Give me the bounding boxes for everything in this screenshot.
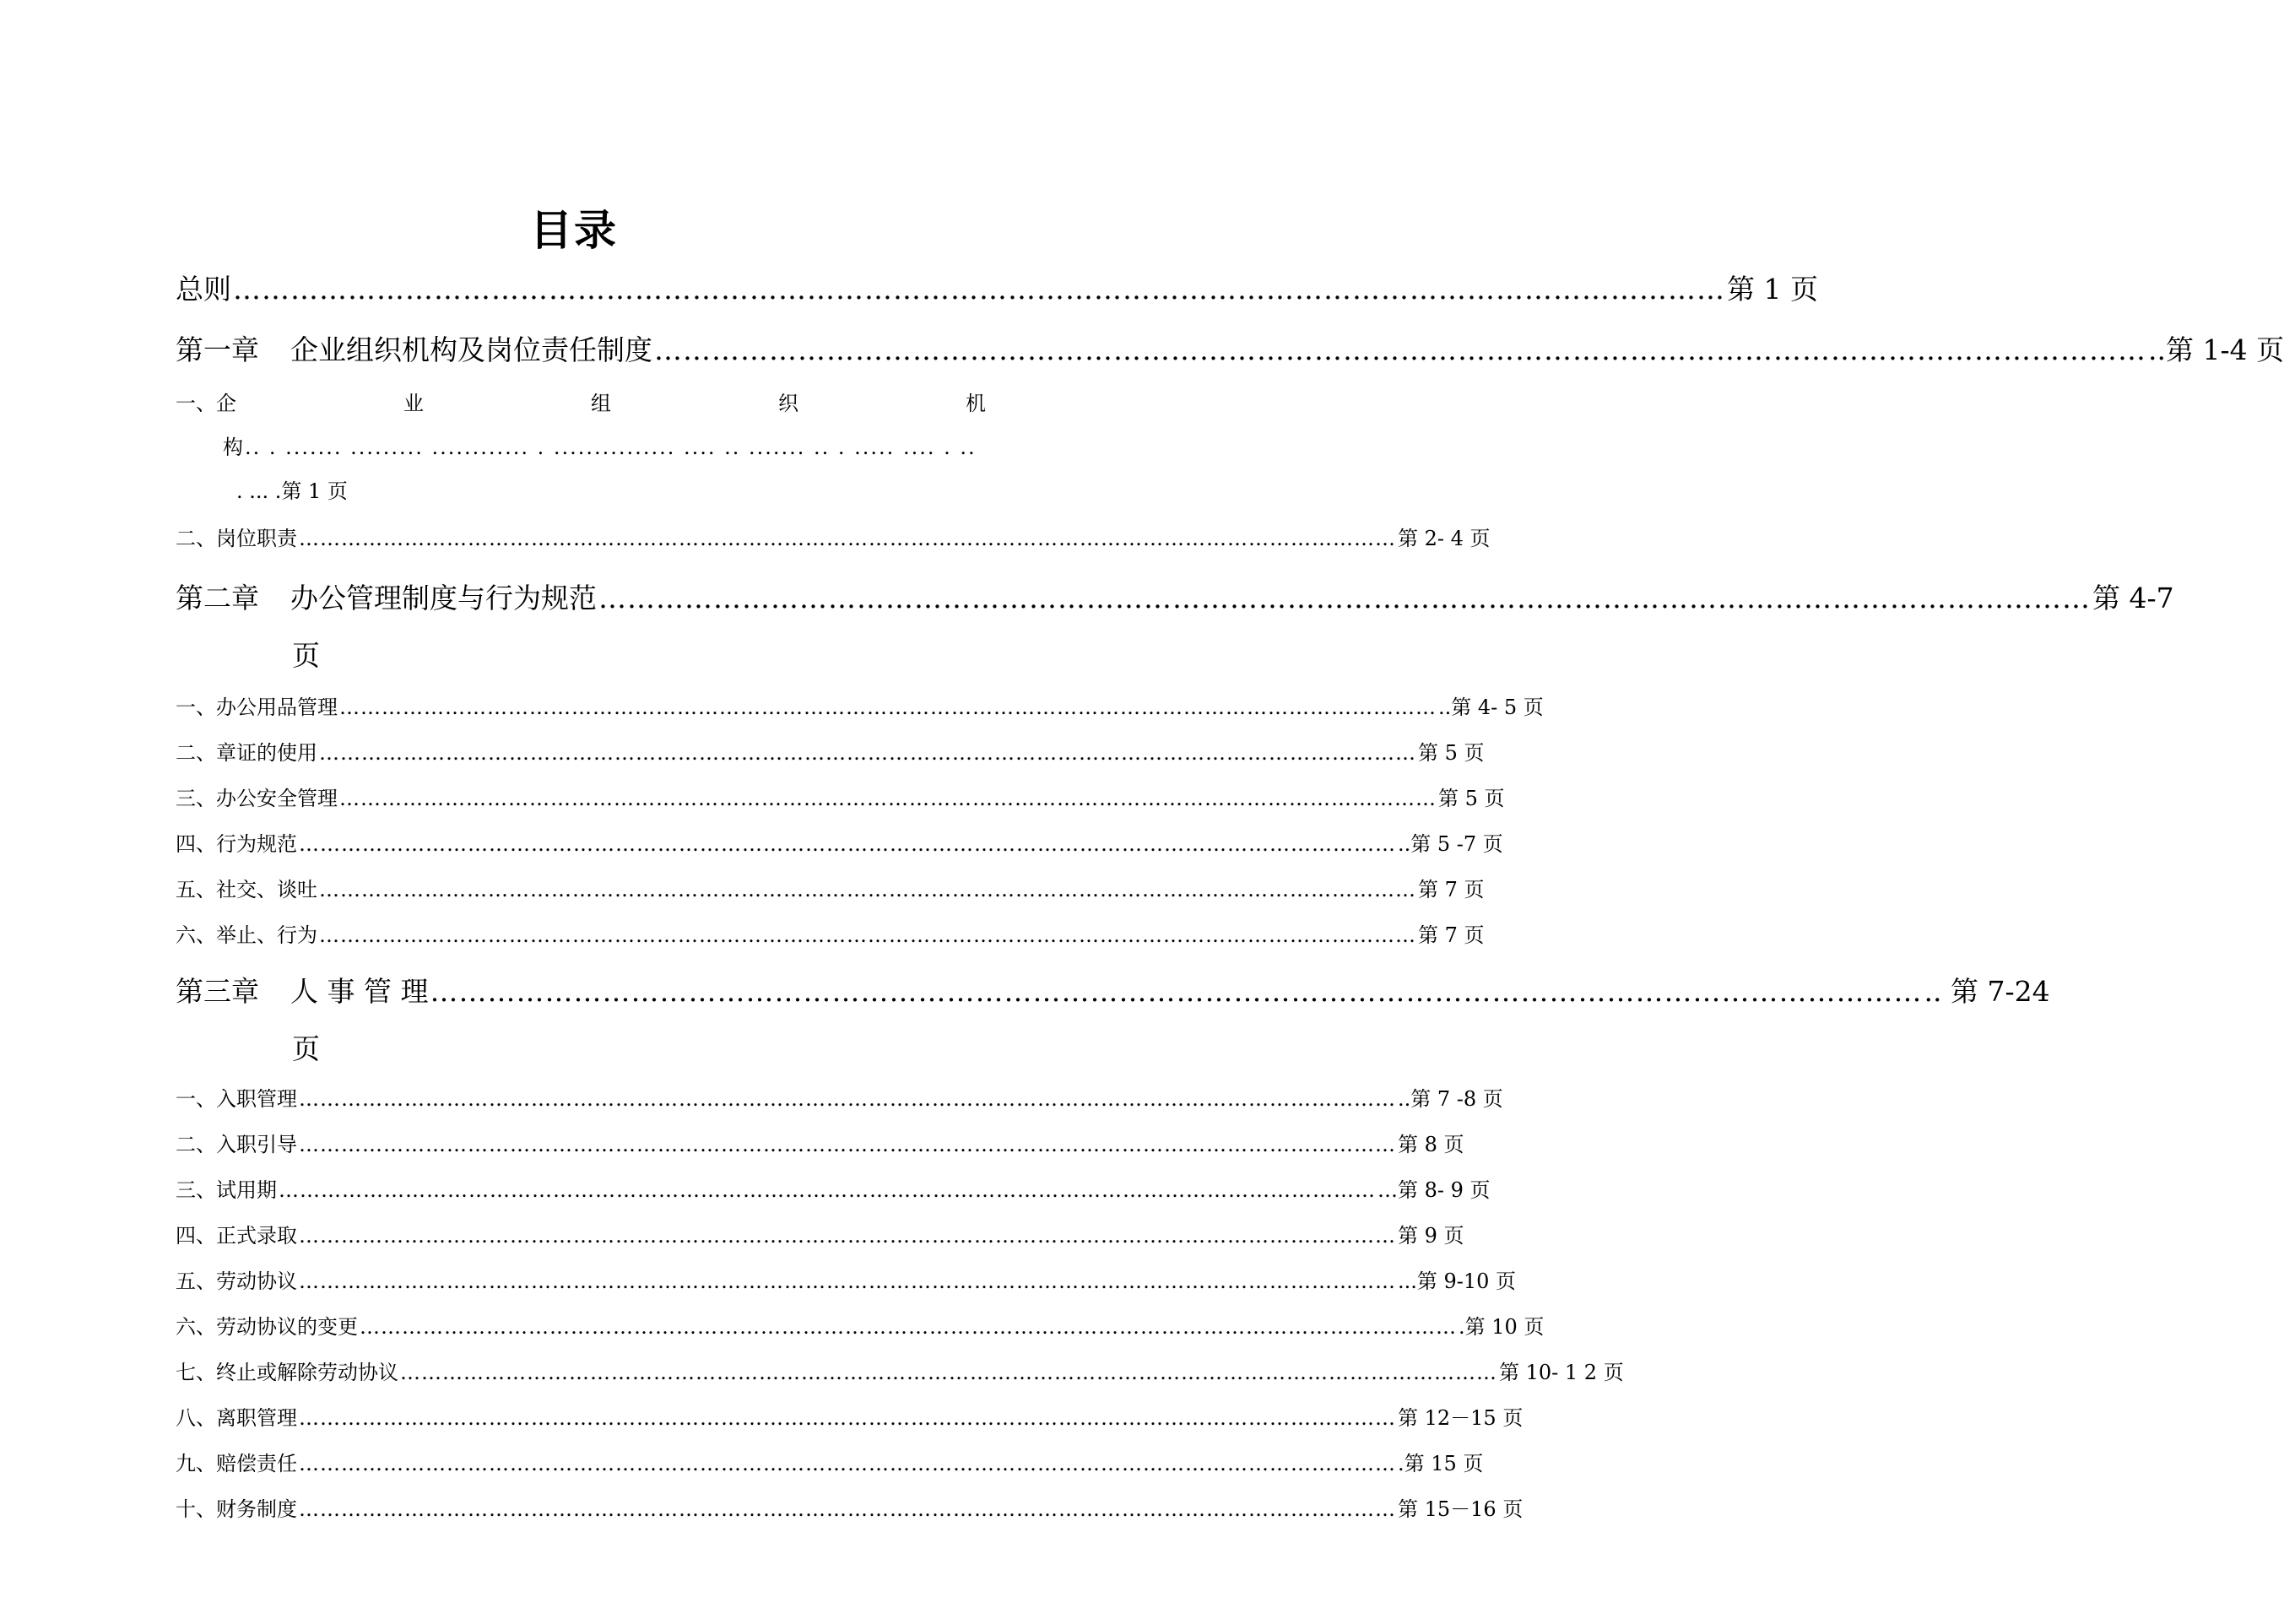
entry-page: 第 10- 1 2 页 bbox=[1499, 1361, 1624, 1384]
justified-char: 机 bbox=[966, 392, 986, 415]
entry-label: 二、入职引导 bbox=[176, 1133, 297, 1156]
chapter-number: 第一章 bbox=[176, 333, 259, 366]
toc-entry bbox=[176, 1357, 1624, 1388]
entry-label: 六、举止、行为 bbox=[176, 923, 317, 947]
entry-label: 二、岗位职责 bbox=[176, 527, 297, 550]
entry-label: 三、试用期 bbox=[176, 1178, 277, 1202]
entry-page: 第 1 页 bbox=[1727, 273, 1818, 306]
leader-dots: ………………………………………………………………………………………………………………………………………… bbox=[339, 696, 1437, 719]
entry-label: 三、办公安全管理 bbox=[176, 787, 338, 810]
entry-page: 第 5 页 bbox=[1438, 787, 1505, 810]
toc-entry-general bbox=[176, 268, 1818, 311]
toc-entry bbox=[176, 783, 1505, 814]
toc-chapter-2 bbox=[176, 577, 2174, 620]
chapter-page: .. 第 7-24 bbox=[1924, 975, 2050, 1008]
entry-label: 五、劳动协议 bbox=[176, 1269, 297, 1293]
entry-page: ..第 4- 5 页 bbox=[1438, 696, 1544, 719]
toc-entry bbox=[176, 692, 1544, 723]
entry-label: 七、终止或解除劳动协议 bbox=[176, 1361, 398, 1384]
chapter-title: 办公管理制度与行为规范 bbox=[290, 582, 597, 614]
toc-entry bbox=[176, 1084, 1503, 1114]
entry-page: 第 7 页 bbox=[1418, 923, 1485, 947]
entry-page: 第 8 页 bbox=[1398, 1133, 1464, 1156]
justified-char: 一、企 bbox=[176, 392, 236, 415]
entry-label: 六、劳动协议的变更 bbox=[176, 1315, 358, 1339]
toc-entry bbox=[176, 874, 1485, 905]
leader-dots: ………………………………………………………………………………………………………………………………………… bbox=[339, 787, 1437, 810]
toc-entry-continuation: 构.. . ....... ......... ............ . ............... .... .. ....... .. . ..... .... . .. bbox=[223, 436, 977, 459]
leader-dots: ………………………………………………………………………………………………………………………………………… bbox=[299, 1133, 1396, 1156]
leader-dots: ………………………………………………………………………………………………………………………………………… bbox=[279, 1178, 1376, 1202]
entry-label: 九、赔偿责任 bbox=[176, 1452, 297, 1475]
toc-entry bbox=[176, 1129, 1464, 1160]
chapter-number: 第二章 bbox=[176, 582, 259, 614]
entry-page: 第 15－16 页 bbox=[1398, 1497, 1524, 1521]
entry-page: 第 9 页 bbox=[1398, 1224, 1464, 1248]
toc-entry bbox=[176, 1266, 1517, 1296]
leader-dots: ………………………………………………………………………………………………………………………………………… bbox=[299, 1406, 1396, 1430]
page-title: 目录 bbox=[530, 205, 618, 255]
leader-dots: ………………………………………………………………………………………………………………………………………… bbox=[299, 527, 1396, 550]
entry-page: ..第 5 -7 页 bbox=[1398, 832, 1503, 856]
entry-label: 二、章证的使用 bbox=[176, 741, 317, 765]
leader-dots: ………………………………………………………………………………………………………………………………………… bbox=[598, 582, 2091, 614]
chapter-title: 人 事 管 理 bbox=[290, 975, 429, 1008]
entry-page: ...第 9-10 页 bbox=[1398, 1269, 1517, 1293]
entry-label: 四、正式录取 bbox=[176, 1224, 297, 1248]
toc-entry bbox=[176, 1175, 1491, 1205]
leader-dots: ………………………………………………………………………………………………………………………………………… bbox=[400, 1361, 1497, 1384]
entry-label: 总则 bbox=[176, 273, 231, 306]
chapter-page-continuation: 页 bbox=[292, 639, 320, 672]
leader-dots: ………………………………………………………………………………………………………………………………………… bbox=[299, 1087, 1396, 1111]
entry-page: 第 7 页 bbox=[1418, 878, 1485, 901]
toc-chapter-3 bbox=[176, 971, 2050, 1013]
leader-dots: ………………………………………………………………………………………………………………………………………… bbox=[299, 832, 1396, 856]
leader-dots: ………………………………………………………………………………………………………………………………………… bbox=[233, 273, 1725, 306]
entry-page: 第 2- 4 页 bbox=[1398, 527, 1491, 550]
leader-dots: ………………………………………………………………………………………………………………………………………… bbox=[319, 923, 1416, 947]
toc-entry bbox=[176, 829, 1503, 859]
toc-entry bbox=[176, 738, 1485, 768]
entry-page: ..第 7 -8 页 bbox=[1398, 1087, 1503, 1111]
toc-entry bbox=[176, 1403, 1524, 1433]
justified-char: 组 bbox=[591, 392, 611, 415]
toc-entry-justified bbox=[176, 388, 986, 419]
chapter-number: 第三章 bbox=[176, 975, 259, 1008]
entry-page: .第 15 页 bbox=[1398, 1452, 1484, 1475]
entry-label: 五、社交、谈吐 bbox=[176, 878, 317, 901]
leader-dots: ………………………………………………………………………………………………………………………………………… bbox=[299, 1269, 1396, 1293]
toc-chapter-1 bbox=[176, 329, 2284, 371]
chapter-title: 企业组织机构及岗位责任制度 bbox=[290, 333, 652, 366]
toc-entry bbox=[176, 1312, 1545, 1342]
leader-dots: ………………………………………………………………………………………………………………………………………… bbox=[654, 333, 2146, 366]
leader-dots: ………………………………………………………………………………………………………………………………………… bbox=[430, 975, 1923, 1008]
leader-dots: ………………………………………………………………………………………………………………………………………… bbox=[360, 1315, 1457, 1339]
leader-dots: ………………………………………………………………………………………………………………………………………… bbox=[299, 1497, 1396, 1521]
toc-entry bbox=[176, 920, 1485, 950]
leader-dots: ………………………………………………………………………………………………………………………………………… bbox=[319, 741, 1416, 765]
entry-label: 十、财务制度 bbox=[176, 1497, 297, 1521]
toc-entry bbox=[176, 1221, 1464, 1251]
toc-entry-continuation-page: . ... .第 1 页 bbox=[236, 479, 348, 503]
justified-char: 业 bbox=[403, 392, 424, 415]
leader-dots: ………………………………………………………………………………………………………………………………………… bbox=[319, 878, 1416, 901]
chapter-page-continuation: 页 bbox=[292, 1032, 320, 1065]
toc-entry bbox=[176, 523, 1491, 554]
justified-char: 织 bbox=[778, 392, 798, 415]
leader-dots: ………………………………………………………………………………………………………………………………………… bbox=[299, 1224, 1396, 1248]
toc-entry bbox=[176, 1494, 1524, 1524]
entry-label: 一、入职管理 bbox=[176, 1087, 297, 1111]
chapter-page: 第 4-7 bbox=[2092, 582, 2174, 614]
entry-page: …第 8- 9 页 bbox=[1377, 1178, 1491, 1202]
toc-entry bbox=[176, 1448, 1484, 1479]
entry-label: 八、离职管理 bbox=[176, 1406, 297, 1430]
chapter-page: ..第 1-4 页 bbox=[2148, 333, 2284, 366]
entry-page: .第 10 页 bbox=[1459, 1315, 1545, 1339]
entry-page: 第 5 页 bbox=[1418, 741, 1485, 765]
entry-page: 第 12－15 页 bbox=[1398, 1406, 1524, 1430]
leader-dots: ………………………………………………………………………………………………………………………………………… bbox=[299, 1452, 1396, 1475]
entry-label: 一、办公用品管理 bbox=[176, 696, 338, 719]
entry-label: 四、行为规范 bbox=[176, 832, 297, 856]
